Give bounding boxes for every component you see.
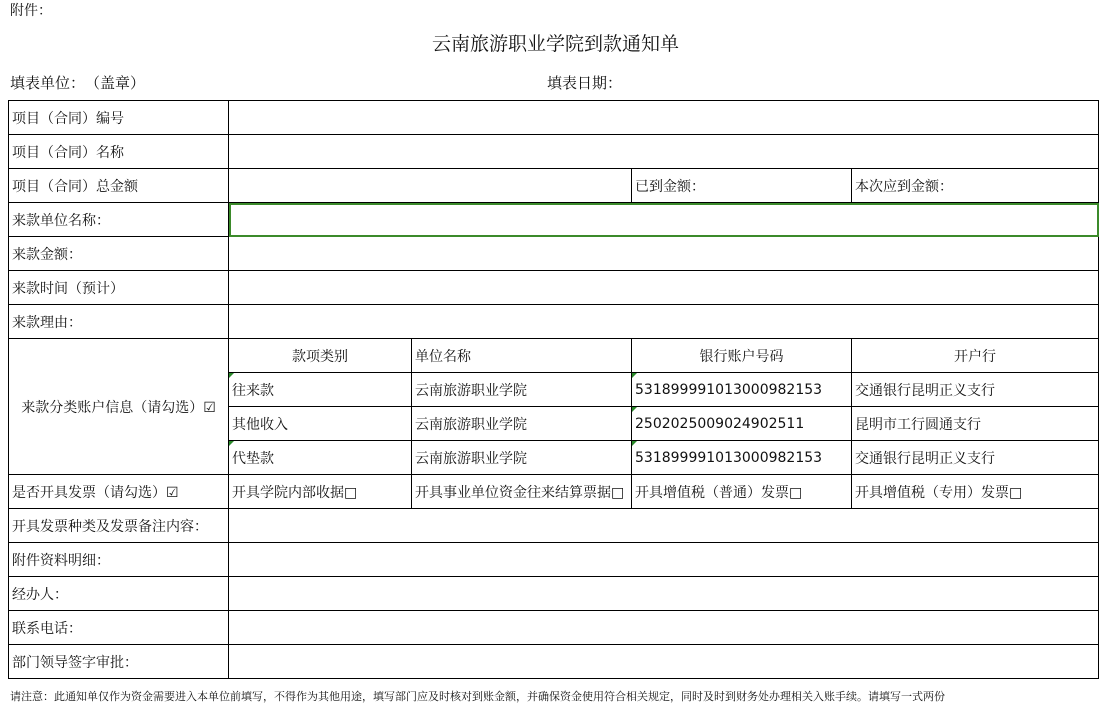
unit-cell[interactable]: 云南旅游职业学院	[412, 441, 632, 475]
footer-note: 请注意：此通知单仅作为资金需要进入本单位前填写，不得作为其他用途，填写部门应及时核对到账金额，并确保资金使用符合相关规定，同时及时到财务处办理相关入账手续。请填写一式两份	[10, 690, 945, 703]
handler-input[interactable]	[229, 577, 1099, 611]
table-row	[9, 339, 1099, 373]
payer-name-label: 来款单位名称：	[9, 203, 229, 237]
account-cell[interactable]: 53189999101300098215​3	[632, 373, 852, 407]
project-name-input[interactable]	[229, 135, 1099, 169]
project-total-label: 项目（合同）总金额	[9, 169, 229, 203]
page-title: 云南旅游职业学院到款通知单	[431, 33, 679, 55]
header-unit: 单位名称	[412, 339, 632, 373]
table-row	[9, 271, 1099, 305]
invoice-option-vat-general[interactable]: 开具增值税（普通）发票□	[632, 475, 852, 509]
payment-amount-input[interactable]	[229, 237, 1099, 271]
table-row	[9, 101, 1099, 135]
header-category: 款项类别	[229, 339, 412, 373]
project-name-label: 项目（合同）名称	[9, 135, 229, 169]
category-cell[interactable]: 代垫款	[229, 441, 412, 475]
bank-cell[interactable]: 交通银行昆明正义支行	[852, 441, 1099, 475]
table-row	[9, 611, 1099, 645]
invoice-question-label[interactable]: 是否开具发票（请勾选）☑	[9, 475, 229, 509]
payment-reason-input[interactable]	[229, 305, 1099, 339]
bank-cell[interactable]: 交通银行昆明正义支行	[852, 373, 1099, 407]
unit-cell[interactable]: 云南旅游职业学院	[412, 407, 632, 441]
project-total-input[interactable]	[229, 169, 632, 203]
header-bank: 开户行	[852, 339, 1099, 373]
category-cell[interactable]: 往来款	[229, 373, 412, 407]
project-no-input[interactable]	[229, 101, 1099, 135]
fill-date-label: 填表日期：	[547, 74, 623, 92]
attachment-label: 附件：	[10, 3, 52, 19]
attachments-input[interactable]	[229, 543, 1099, 577]
account-cell[interactable]: 2502025009024902511	[632, 407, 852, 441]
account-info-label[interactable]: 来款分类账户信息（请勾选）☑	[9, 339, 229, 475]
payment-amount-label: 来款金额：	[9, 237, 229, 271]
dept-approval-input[interactable]	[229, 645, 1099, 679]
invoice-option-internal-receipt[interactable]: 开具学院内部收据□	[229, 475, 412, 509]
bank-cell[interactable]: 昆明市工行圆通支行	[852, 407, 1099, 441]
header-account: 银行账户号码	[632, 339, 852, 373]
phone-input[interactable]	[229, 611, 1099, 645]
payment-reason-label: 来款理由：	[9, 305, 229, 339]
current-due-label[interactable]: 本次应到金额：	[852, 169, 1099, 203]
invoice-option-settlement-bill[interactable]: 开具事业单位资金往来结算票据□	[412, 475, 632, 509]
table-row	[9, 203, 1099, 237]
payer-name-input[interactable]	[229, 203, 1099, 237]
payment-time-label: 来款时间（预计）	[9, 271, 229, 305]
account-cell[interactable]: 53189999101300098215​3	[632, 441, 852, 475]
table-row	[9, 543, 1099, 577]
category-cell[interactable]: 其他收入	[229, 407, 412, 441]
received-amount-label[interactable]: 已到金额：	[632, 169, 852, 203]
table-row	[9, 169, 1099, 203]
invoice-remarks-label: 开具发票种类及发票备注内容：	[9, 509, 229, 543]
dept-approval-label: 部门领导签字审批：	[9, 645, 229, 679]
invoice-remarks-input[interactable]	[229, 509, 1099, 543]
table-row	[9, 135, 1099, 169]
attachments-label: 附件资料明细：	[9, 543, 229, 577]
notice-form-table	[8, 100, 1099, 679]
table-row	[9, 237, 1099, 271]
table-row	[9, 509, 1099, 543]
table-row	[9, 305, 1099, 339]
payment-time-input[interactable]	[229, 271, 1099, 305]
phone-label: 联系电话：	[9, 611, 229, 645]
handler-label: 经办人：	[9, 577, 229, 611]
table-row	[9, 577, 1099, 611]
project-no-label: 项目（合同）编号	[9, 101, 229, 135]
unit-cell[interactable]: 云南旅游职业学院	[412, 373, 632, 407]
invoice-option-vat-special[interactable]: 开具增值税（专用）发票□	[852, 475, 1099, 509]
table-row	[9, 645, 1099, 679]
fill-unit-label: 填表单位： （盖章）	[10, 74, 146, 92]
table-row	[9, 475, 1099, 509]
